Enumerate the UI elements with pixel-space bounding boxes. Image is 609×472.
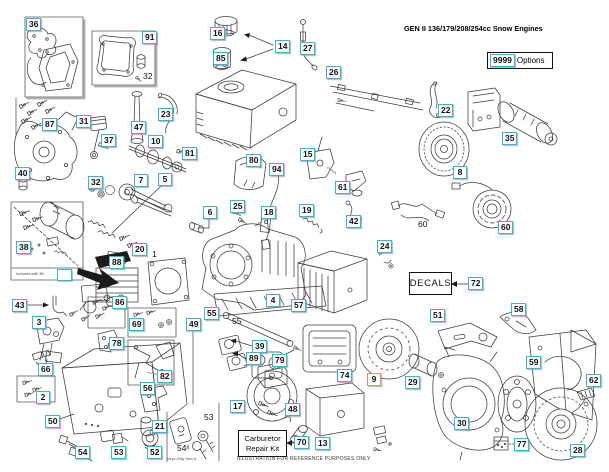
callout-53[interactable]: 53 — [111, 446, 126, 459]
options-label: Options — [516, 56, 545, 65]
callout-27[interactable]: 27 — [300, 42, 315, 55]
callout-8[interactable]: 8 — [453, 166, 467, 179]
callout-60[interactable]: 60 — [498, 221, 513, 234]
callout-72[interactable]: 72 — [468, 277, 483, 290]
callout-77[interactable]: 77 — [514, 438, 529, 451]
callout-82[interactable]: 82 — [157, 370, 172, 383]
callout-48[interactable]: 48 — [285, 403, 300, 416]
callout-20[interactable]: 20 — [132, 243, 147, 256]
callout-7[interactable]: 7 — [134, 174, 148, 187]
callout-13[interactable]: 13 — [315, 437, 330, 450]
callout-35[interactable]: 35 — [502, 132, 517, 145]
decals-label: DECALS — [409, 278, 452, 289]
options-box — [487, 52, 553, 69]
callout-79[interactable]: 79 — [272, 354, 287, 367]
callout-26[interactable]: 26 — [326, 66, 341, 79]
callout-85[interactable]: 85 — [213, 52, 228, 65]
box38-footnote-callout-box — [57, 269, 72, 281]
callout-53-plain: 53 — [204, 412, 214, 422]
box38-footnote: Included with 38 — [16, 272, 44, 276]
callout-87[interactable]: 87 — [42, 118, 57, 131]
callout-69[interactable]: 69 — [129, 318, 144, 331]
callout-49[interactable]: 49 — [186, 318, 201, 331]
callout-54x-plain: 54ˣ — [177, 443, 190, 453]
callout-18[interactable]: 18 — [261, 206, 276, 219]
callout-21[interactable]: 21 — [152, 420, 167, 433]
callout-23[interactable]: 23 — [158, 108, 173, 121]
callout-16[interactable]: 16 — [210, 27, 225, 40]
callout-55[interactable]: 55 — [204, 307, 219, 320]
callout-6[interactable]: 6 — [203, 206, 217, 219]
callout-31[interactable]: 31 — [76, 115, 91, 128]
callout-89[interactable]: 89 — [246, 352, 261, 365]
callout-29[interactable]: 29 — [405, 376, 420, 389]
callout-14[interactable]: 14 — [275, 40, 290, 53]
callout-55-plain: 55 — [232, 316, 242, 326]
callout-22[interactable]: 22 — [438, 104, 453, 117]
callout-59[interactable]: 59 — [526, 356, 541, 369]
callout-42[interactable]: 42 — [346, 215, 361, 228]
callout-1-plain: 1 — [152, 249, 157, 259]
callout-32-plain: 32 — [143, 71, 153, 81]
callout-94[interactable]: 94 — [269, 163, 284, 176]
callout-36[interactable]: 36 — [26, 18, 41, 31]
callout-78[interactable]: 78 — [109, 337, 124, 350]
callout-91[interactable]: 91 — [142, 31, 157, 44]
callout-50[interactable]: 50 — [45, 415, 60, 428]
callout-37[interactable]: 37 — [101, 134, 116, 147]
callout-74[interactable]: 74 — [337, 369, 352, 382]
callout-39[interactable]: 39 — [252, 340, 267, 353]
callout-2[interactable]: 2 — [36, 391, 50, 404]
callout-28[interactable]: 28 — [570, 444, 585, 457]
callout-60-plain: 60 — [418, 219, 428, 229]
callout-70[interactable]: 70 — [294, 436, 309, 449]
carb-kit-line1: Carburetor — [244, 434, 281, 444]
callout-52[interactable]: 52 — [147, 446, 162, 459]
callout-38[interactable]: 38 — [16, 241, 31, 254]
callout-54[interactable]: 54 — [75, 446, 90, 459]
callout-9999[interactable]: 9999 — [490, 54, 515, 67]
callout-40[interactable]: 40 — [15, 167, 30, 180]
callout-47[interactable]: 47 — [131, 121, 146, 134]
callout-5[interactable]: 5 — [158, 173, 172, 186]
callout-81[interactable]: 81 — [182, 147, 197, 160]
callout-56[interactable]: 56 — [140, 382, 155, 395]
callout-43[interactable]: 43 — [12, 299, 27, 312]
callout-10[interactable]: 10 — [148, 135, 163, 148]
reference-disclaimer: ILLUSTRATION FOR REFERENCE PURPOSES ONLY — [237, 456, 371, 462]
page-title: GEN II 136/179/208/254cc Snow Engines — [404, 24, 543, 33]
keys-footnote: Keys Only Serv'd — [167, 457, 197, 461]
callout-19[interactable]: 19 — [299, 204, 314, 217]
callout-57[interactable]: 57 — [291, 299, 306, 312]
carb-repair-kit-box[interactable] — [238, 430, 287, 457]
callout-9[interactable]: 9 — [367, 373, 381, 386]
carb-kit-line2: Repair Kit — [245, 443, 280, 453]
callout-4[interactable]: 4 — [266, 294, 280, 307]
callout-32[interactable]: 32 — [88, 176, 103, 189]
callout-58[interactable]: 58 — [511, 303, 526, 316]
callout-15[interactable]: 15 — [300, 148, 315, 161]
decals-box[interactable] — [409, 272, 452, 295]
callout-66[interactable]: 66 — [38, 363, 53, 376]
callout-61[interactable]: 61 — [335, 181, 350, 194]
callout-3[interactable]: 3 — [32, 316, 46, 329]
callout-17[interactable]: 17 — [230, 400, 245, 413]
callout-24[interactable]: 24 — [377, 240, 392, 253]
callout-86[interactable]: 86 — [112, 296, 127, 309]
callout-51[interactable]: 51 — [430, 309, 445, 322]
callout-62[interactable]: 62 — [586, 374, 601, 387]
callout-30[interactable]: 30 — [454, 417, 469, 430]
callout-88[interactable]: 88 — [109, 256, 124, 269]
callout-25[interactable]: 25 — [230, 200, 245, 213]
callout-80[interactable]: 80 — [246, 154, 261, 167]
